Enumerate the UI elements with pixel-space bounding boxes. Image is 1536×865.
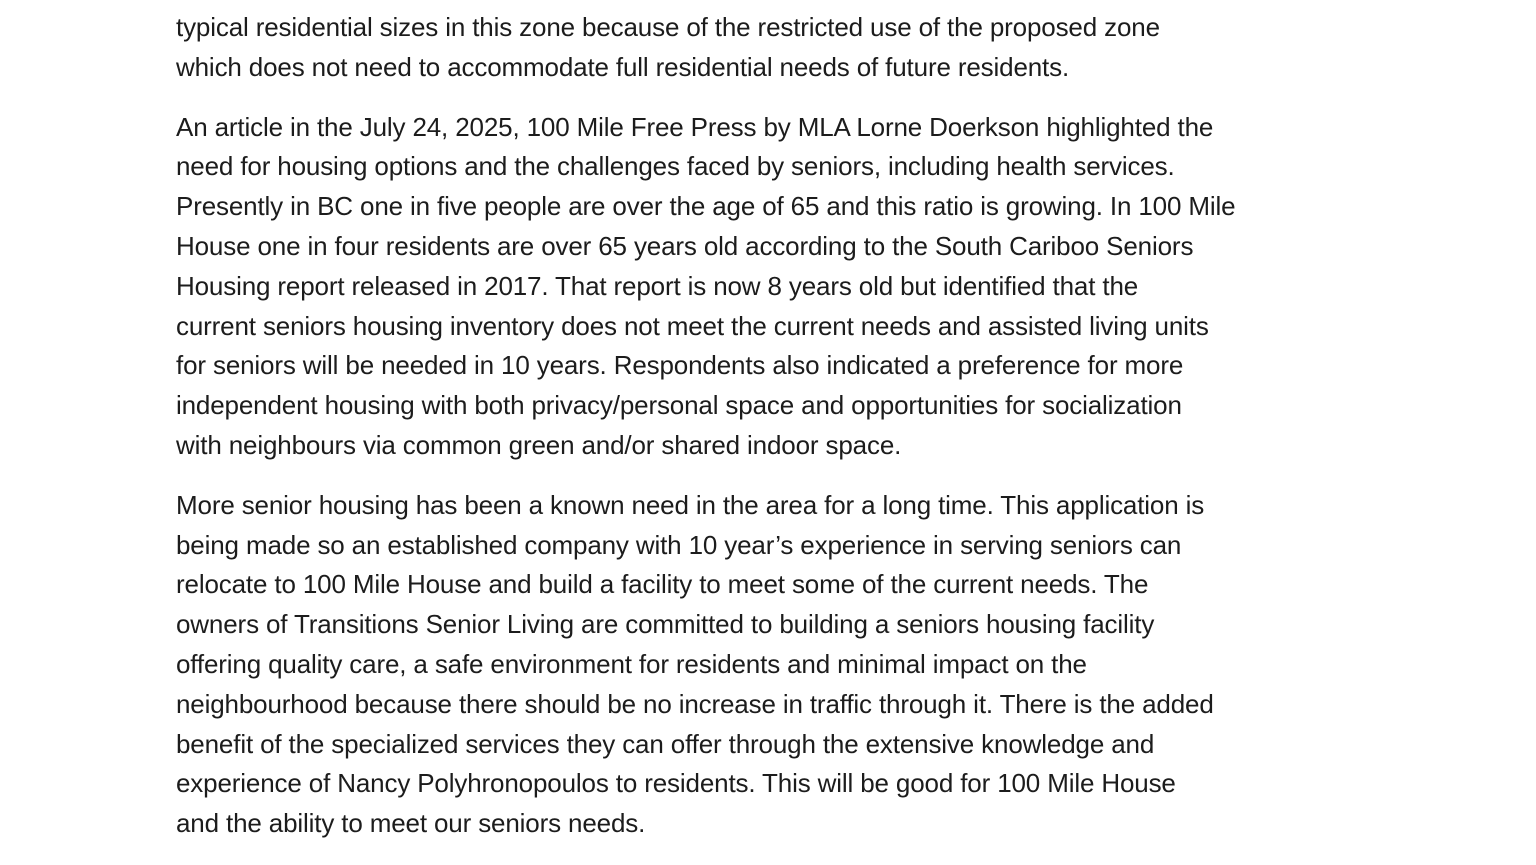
text-line: and the ability to meet our seniors needs. [176,808,646,839]
paragraph-senior-housing-need [176,486,1376,844]
text-line: neighbourhood because there should be no increase in traffic through it. There is the added [176,688,1214,719]
text-line: benefit of the specialized services they can offer through the extensive knowledge and [176,728,1155,759]
paragraph-zone-sizes [176,8,1376,88]
text-line: More senior housing has been a known need in the area for a long time. This application is [176,489,1205,520]
text-line: for seniors will be needed in 10 years. Respondents also indicated a preference for more [176,350,1184,381]
text-line: need for housing options and the challenges faced by seniors, including health services. [176,151,1175,182]
text-line: owners of Transitions Senior Living are committed to building a seniors housing facility [176,609,1155,640]
text-line: being made so an established company with 10 year’s experience in serving seniors can [176,529,1182,560]
paragraph-free-press-article [176,108,1376,466]
text-line: which does not need to accommodate full residential needs of future residents. [176,51,1070,82]
text-line: offering quality care, a safe environment for residents and minimal impact on the [176,648,1087,679]
text-line: relocate to 100 Mile House and build a facility to meet some of the current needs. The [176,569,1149,600]
text-line: Housing report released in 2017. That report is now 8 years old but identified that the [176,270,1139,301]
text-line: independent housing with both privacy/personal space and opportunities for socialization [176,390,1182,421]
document-page [176,8,1376,844]
text-line: current seniors housing inventory does not meet the current needs and assisted living units [176,310,1209,341]
text-line: with neighbours via common green and/or shared indoor space. [176,429,902,460]
text-line: An article in the July 24, 2025, 100 Mile Free Press by MLA Lorne Doerkson highlighted the [176,111,1214,142]
text-line: experience of Nancy Polyhronopoulos to residents. This will be good for 100 Mile House [176,768,1176,799]
text-line: typical residential sizes in this zone because of the restricted use of the proposed zone [176,12,1160,42]
text-line: House one in four residents are over 65 years old according to the South Cariboo Seniors [176,230,1194,261]
text-line: Presently in BC one in five people are over the age of 65 and this ratio is growing. In 100 Mile [176,191,1236,222]
